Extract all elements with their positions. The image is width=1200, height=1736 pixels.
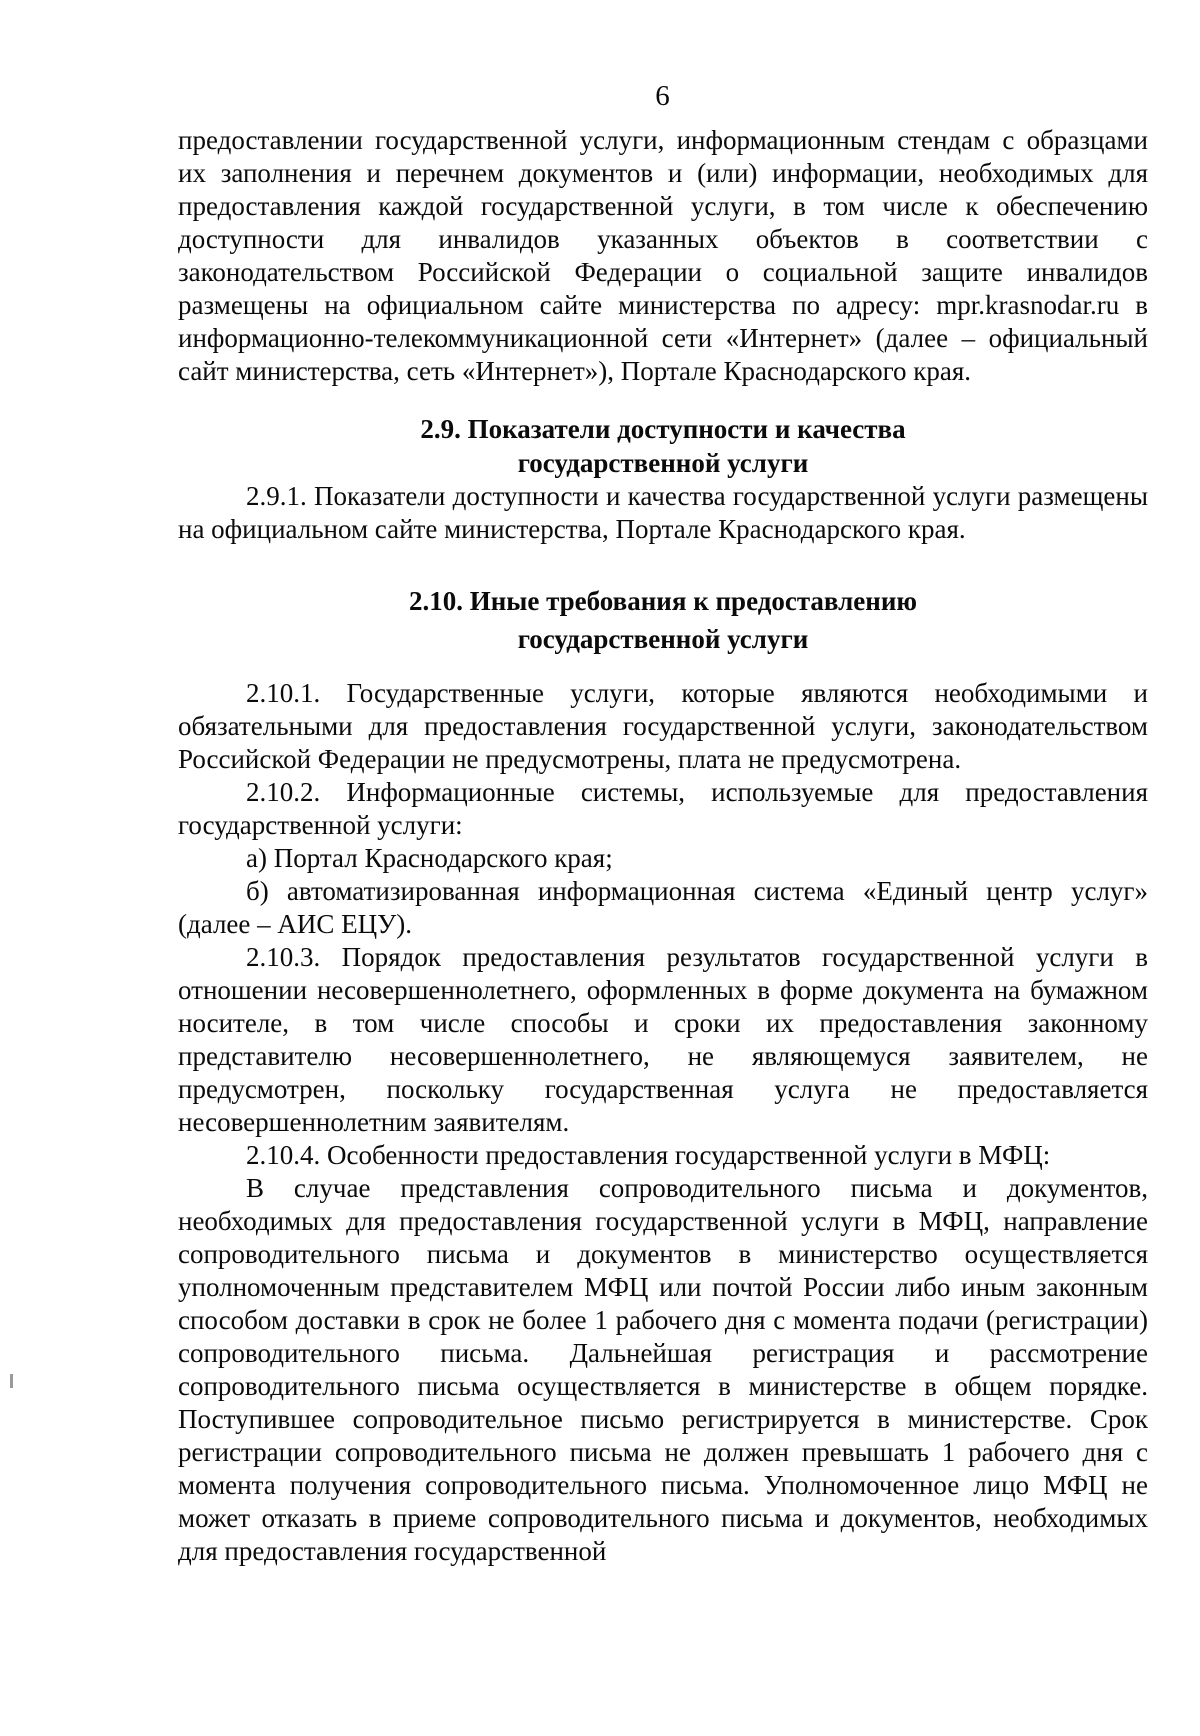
section-heading-2-9-line2: государственной услуги	[517, 448, 809, 478]
paragraph-2-10-1: 2.10.1. Государственные услуги, которые являются необходимыми и обязательными для предоставления государственной услуги, законодательством Российской Федерации не предусмотрены, плата не предусмотрена.	[178, 678, 1148, 774]
spacer	[178, 658, 1148, 677]
list-item-a: а) Портал Краснодарского края;	[246, 843, 613, 873]
paragraph-2-9-1: 2.9.1. Показатели доступности и качества государственной услуги размещены на официальном сайте министерства, Портале Краснодарского края.	[178, 481, 1148, 544]
paragraph-mfc-details: В случае представления сопроводительного письма и документов, необходимых для предоставления государственной услуги в МФЦ, направление сопроводительного письма и документов в министерство осуществляется уполномоченным представителем МФЦ или почтой России либо иным законным способом доставки в срок не более 1 рабочего дня с момента подачи (регистрации) сопроводительного письма. Дальнейшая регистрация и рассмотрение сопроводительного письма осуществляется в министерстве в общем порядке. Поступившее сопроводительное письмо регистрируется в министерстве. Срок регистрации сопроводительного письма не должен превышать 1 рабочего дня с момента получения сопроводительного письма. Уполномоченное лицо МФЦ не может отказать в приеме сопроводительного письма и документов, необходимых для предоставления государственной	[178, 1173, 1148, 1566]
section-heading-2-10-line2: государственной услуги	[517, 624, 809, 654]
scan-artifact-mark	[10, 1374, 13, 1388]
paragraph-2-10-2: 2.10.2. Информационные системы, используемые для предоставления государственной услуги:	[178, 777, 1148, 840]
paragraph-2-10-3: 2.10.3. Порядок предоставления результатов государственной услуги в отношении несовершеннолетнего, оформленных в форме документа на бумажном носителе, в том числе способы и сроки их предоставления законному представителю несовершеннолетнего, не являющемуся заявителем, не предусмотрен, поскольку государственная услуга не предоставляется несовершеннолетним заявителям.	[178, 942, 1148, 1137]
section-heading-2-10-line1: 2.10. Иные требования к предоставлению	[408, 586, 918, 616]
document-body	[178, 124, 1148, 1568]
paragraph-2-10-4: 2.10.4. Особенности предоставления государственной услуги в МФЦ:	[246, 1140, 1051, 1170]
page-number: 6	[655, 80, 670, 112]
list-item-b: б) автоматизированная информационная система «Единый центр услуг» (далее – АИС ЕЦУ).	[178, 876, 1148, 939]
section-heading-2-9-line1: 2.9. Показатели доступности и качества	[420, 414, 906, 444]
section-heading-2-9	[178, 412, 1148, 480]
section-heading-2-10	[178, 582, 1148, 658]
continuation-paragraph: предоставлении государственной услуги, информационным стендам с образцами их заполнения и перечнем документов и (или) информации, необходимых для предоставления каждой государственной услуги, в том числе к обеспечению доступности для инвалидов указанных объектов в соответствии с законодательством Российской Федерации о социальной защите инвалидов размещены на официальном сайте министерства по адресу: mpr.krasnodar.ru в информационно-телекоммуникационной сети «Интернет» (далее – официальный сайт министерства, сеть «Интернет»), Портале Краснодарского края.	[178, 125, 1148, 386]
